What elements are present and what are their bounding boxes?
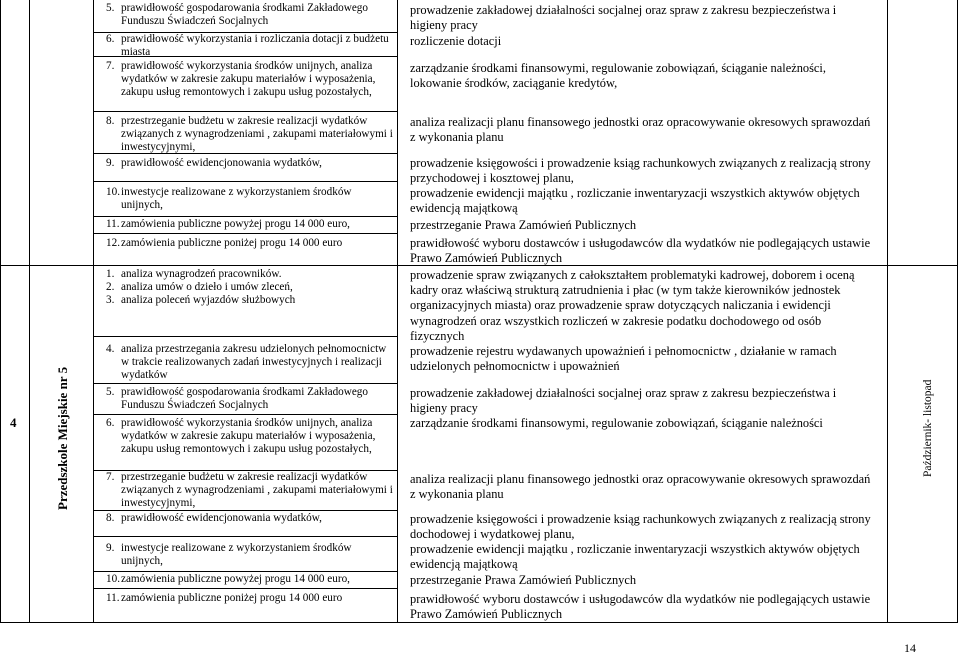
page-number: 14 [904,641,916,655]
list-item: 3. analiza poleceń wyjazdów służbowych [106,294,296,306]
unit-name: Przedszkole Miejskie nr 5 [55,366,70,510]
item-divider [93,216,397,217]
table-border-right [957,0,958,623]
task-description: prawidłowość wyboru dostawców i usługodawców dla wydatków nie podlegających ustawie Prawo Zamówień Publicznych [410,236,871,266]
task-description: prowadzenie rejestru wydawanych upoważnień i pełnomocnictw , działanie w ramach udzielonych pełnomocnictw i upoważnień [410,344,837,374]
list-item: 10. zamówienia publiczne powyżej progu 14 000 euro, [106,573,350,585]
list-item: 11. zamówienia publiczne poniżej progu 14 000 euro [106,592,343,604]
task-description: analiza realizacji planu finansowego jednostki oraz opracowywanie okresowych sprawozdań z wykonania planu [410,115,871,145]
list-item: 6. prawidłowość wykorzystania środków unijnych, analiza wydatków w zakresie zakupu materiałów i wyposażenia, zakupu usług remontowych i zakupu usług pozostałych, [106,417,376,456]
list-item: 9. inwestycje realizowane z wykorzystaniem środków unijnych, [106,542,352,568]
task-description: prawidłowość wyboru dostawców i usługodawców dla wydatków nie podlegających ustawie Prawo Zamówień Publicznych [410,592,871,622]
list-item: 11. zamówienia publiczne powyżej progu 14 000 euro, [106,218,350,230]
column-divider [29,0,30,623]
task-description: prowadzenie księgowości i prowadzenie ksiąg rachunkowych związanych z realizacją strony dochodowej i wydatkowej planu, [410,512,871,542]
column-divider [397,0,398,623]
row-number: 4 [10,415,17,430]
list-item: 12. zamówienia publiczne poniżej progu 14 000 euro [106,237,343,249]
item-divider [93,536,397,537]
item-divider [93,588,397,589]
list-item: 5. prawidłowość gospodarowania środkami Zakładowego Funduszu Świadczeń Socjalnych [106,386,368,412]
task-description: zarządzanie środkami finansowymi, regulowanie zobowiązań, ściąganie należności [410,416,823,430]
task-description: prowadzenie spraw związanych z całokształtem problematyki kadrowej, doborem i oceną kadry oraz właściwą strukturą zatrudnienia i płac (w tym także kierowników jednostek organizacyjnych miasta) oraz prowadzenie spraw dotyczących naliczania i ewidencji wynagrodzeń oraz wszystkich rozliczeń w zakresie podatku dochodowego od osób fizycznych [410,268,855,343]
table-border-left [0,0,1,623]
list-item: 6. prawidłowość wykorzystania i rozliczania dotacji z budżetu miasta [106,33,389,59]
task-description: prowadzenie księgowości i prowadzenie ksiąg rachunkowych związanych z realizacją strony przychodowej i kosztowej planu, [410,156,871,186]
list-item: 7. przestrzeganie budżetu w zakresie realizacji wydatków związanych z wynagrodzeniami , zakupami materiałowymi i inwestycyjnymi, [106,471,393,510]
item-divider [93,111,397,112]
list-item: 2. analiza umów o dzieło i umów zleceń, [106,281,293,293]
column-divider [887,0,888,623]
task-description: przestrzeganie Prawa Zamówień Publicznych [410,573,637,587]
task-description: rozliczenie dotacji [410,34,502,48]
task-description: przestrzeganie Prawa Zamówień Publicznych [410,218,637,232]
list-item: 4. analiza przestrzegania zakresu udzielonych pełnomocnictw w trakcie realizowanych zadań inwestycyjnych i realizacji wydatków [106,343,387,382]
item-divider [93,571,397,572]
task-description: analiza realizacji planu finansowego jednostki oraz opracowywanie okresowych sprawozdań z wykonania planu [410,472,871,502]
list-item: 10. inwestycje realizowane z wykorzystaniem środków unijnych, [106,186,352,212]
list-item: 8. prawidłowość ewidencjonowania wydatków, [106,512,322,524]
task-description: prowadzenie ewidencji majątku , rozliczanie inwentaryzacji wszystkich aktywów objętych ewidencją majątkową [410,542,860,572]
item-divider [93,414,397,415]
task-description: prowadzenie zakładowej działalności socjalnej oraz spraw z zakresu bezpieczeństwa i higieny pracy [410,386,837,416]
list-item: 7. prawidłowość wykorzystania środków unijnych, analiza wydatków w zakresie zakupu materiałów i wyposażenia, zakupu usług remontowych i zakupu usług pozostałych, [106,60,376,99]
list-item: 5. prawidłowość gospodarowania środkami Zakładowego Funduszu Świadczeń Socjalnych [106,2,368,28]
item-divider [93,233,397,234]
column-divider [93,0,94,623]
task-description: zarządzanie środkami finansowymi, regulowanie zobowiązań, ściąganie należności, lokowanie środków, zaciąganie kredytów, [410,61,826,91]
item-divider [93,181,397,182]
item-divider [93,383,397,384]
list-item: 8. przestrzeganie budżetu w zakresie realizacji wydatków związanych z wynagrodzeniami , zakupami materiałowymi i inwestycyjnymi, [106,115,393,154]
list-item: 1. analiza wynagrodzeń pracowników. [106,268,282,280]
control-period: Październik- listopad [922,379,934,477]
list-item: 9. prawidłowość ewidencjonowania wydatków, [106,157,322,169]
task-description: prowadzenie zakładowej działalności socjalnej oraz spraw z zakresu bezpieczeństwa i higieny pracy [410,3,837,33]
item-divider [93,336,397,337]
task-description: prowadzenie ewidencji majątku , rozliczanie inwentaryzacji wszystkich aktywów objętych ewidencją majątkową [410,186,860,216]
